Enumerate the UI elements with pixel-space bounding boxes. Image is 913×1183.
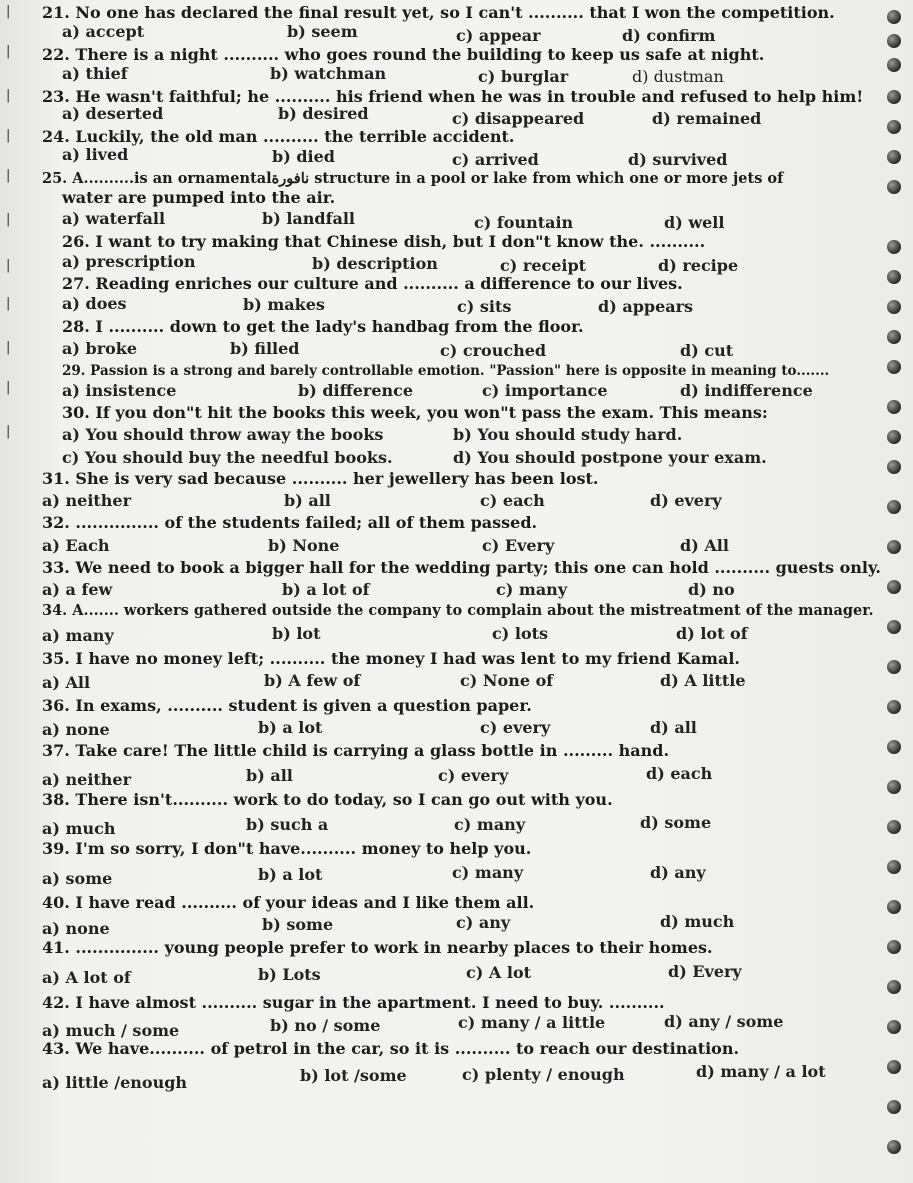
question-25-stem: 25. A..........is an ornamentalنافورة structure in a pool or lake from which one or more jets of	[42, 170, 784, 187]
question-21-stem: 21. No one has declared the final result yet, so I can't .......... that I won the competition.	[42, 3, 835, 22]
question-24-stem: 24. Luckily, the old man .......... the terrible accident.	[42, 127, 515, 146]
question-26-option-d: d) recipe	[658, 256, 739, 275]
question-24-option-c: c) arrived	[452, 150, 539, 169]
question-42-option-d: d) any / some	[664, 1012, 784, 1031]
question-35-option-a: a) All	[42, 673, 91, 692]
question-42-option-a: a) much / some	[42, 1021, 180, 1040]
question-36-stem: 36. In exams, .......... student is given a question paper.	[42, 696, 532, 715]
question-31-option-c: c) each	[480, 491, 545, 510]
question-27-option-b: b) makes	[243, 295, 325, 314]
question-39-option-d: d) any	[650, 863, 706, 882]
margin-mark: |	[6, 4, 11, 19]
question-42-option-b: b) no / some	[270, 1016, 381, 1035]
question-42-option-c: c) many / a little	[458, 1013, 606, 1032]
question-23-option-b: b) desired	[278, 104, 369, 123]
question-33-option-a: a) a few	[42, 580, 113, 599]
question-36-option-a: a) none	[42, 720, 110, 739]
question-22-stem: 22. There is a night .......... who goes round the building to keep us safe at night.	[42, 45, 765, 64]
question-33-option-d: d) no	[688, 580, 735, 599]
question-26-option-c: c) receipt	[500, 256, 587, 275]
question-34-option-a: a) many	[42, 626, 114, 645]
question-41-stem: 41. ............... young people prefer to work in nearby places to their homes.	[42, 938, 713, 957]
question-32-stem: 32. ............... of the students failed; all of them passed.	[42, 513, 538, 532]
margin-mark: |	[6, 212, 11, 227]
margin-mark: |	[6, 168, 11, 183]
question-25-stem-continued: water are pumped into the air.	[62, 188, 336, 207]
question-38-stem: 38. There isn't.......... work to do today, so I can go out with you.	[42, 790, 613, 809]
margin-mark: |	[6, 128, 11, 143]
question-43-option-a: a) little /enough	[42, 1073, 188, 1092]
question-22-option-a: a) thief	[62, 64, 128, 83]
question-42-stem: 42. I have almost .......... sugar in the apartment. I need to buy. ..........	[42, 993, 665, 1012]
margin-mark: |	[6, 380, 11, 395]
question-41-option-b: b) Lots	[258, 965, 321, 984]
question-29-option-a: a) insistence	[62, 381, 177, 400]
question-31-stem: 31. She is very sad because .......... her jewellery has been lost.	[42, 469, 599, 488]
question-29-option-d: d) indifference	[680, 381, 813, 400]
question-32-option-d: d) All	[680, 536, 729, 555]
question-29-option-c: c) importance	[482, 381, 608, 400]
question-39-option-b: b) a lot	[258, 865, 323, 884]
margin-mark: |	[6, 296, 11, 311]
question-40-option-a: a) none	[42, 919, 110, 938]
question-29-option-b: b) difference	[298, 381, 414, 400]
question-38-option-b: b) such a	[246, 815, 329, 834]
question-23-option-d: d) remained	[652, 109, 762, 128]
question-40-option-b: b) some	[262, 915, 334, 934]
question-32-option-c: c) Every	[482, 536, 555, 555]
question-31-option-a: a) neither	[42, 491, 132, 510]
question-37-option-d: d) each	[646, 764, 713, 783]
question-35-option-b: b) A few of	[264, 671, 361, 690]
question-24-option-d: d) survived	[628, 150, 728, 169]
question-25-option-b: b) landfall	[262, 209, 355, 228]
question-21-option-b: b) seem	[287, 22, 358, 41]
margin-mark: |	[6, 424, 11, 439]
question-25-option-d: d) well	[664, 213, 725, 232]
question-35-stem: 35. I have no money left; .......... the money I had was lent to my friend Kamal.	[42, 649, 740, 668]
question-34-option-b: b) lot	[272, 624, 321, 643]
question-43-option-c: c) plenty / enough	[462, 1065, 625, 1084]
question-24-option-b: b) died	[272, 147, 335, 166]
question-36-option-b: b) a lot	[258, 718, 323, 737]
question-22-option-b: b) watchman	[270, 64, 387, 83]
question-32-option-b: b) None	[268, 536, 340, 555]
question-35-option-c: c) None of	[460, 671, 554, 690]
question-39-option-c: c) many	[452, 863, 524, 882]
question-26-option-a: a) prescription	[62, 252, 196, 271]
question-37-option-c: c) every	[438, 766, 509, 785]
question-28-option-b: b) filled	[230, 339, 300, 358]
question-34-option-c: c) lots	[492, 624, 549, 643]
question-21-option-d: d) confirm	[622, 26, 716, 45]
question-41-option-a: a) A lot of	[42, 968, 131, 987]
question-29-stem: 29. Passion is a strong and barely controllable emotion. "Passion" here is opposite in meaning to.......	[62, 363, 830, 379]
question-27-option-c: c) sits	[457, 297, 512, 316]
question-30-option-b: b) You should study hard.	[453, 425, 683, 444]
margin-mark: |	[6, 88, 11, 103]
question-31-option-d: d) every	[650, 491, 722, 510]
question-33-option-b: b) a lot of	[282, 580, 370, 599]
question-32-option-a: a) Each	[42, 536, 110, 555]
question-28-option-c: c) crouched	[440, 341, 547, 360]
question-38-option-a: a) much	[42, 819, 116, 838]
question-34-option-d: d) lot of	[676, 624, 748, 643]
question-22-option-c: c) burglar	[478, 67, 569, 86]
question-25-option-c: c) fountain	[474, 213, 574, 232]
question-43-option-b: b) lot /some	[300, 1066, 407, 1085]
question-37-option-a: a) neither	[42, 770, 132, 789]
question-26-option-b: b) description	[312, 254, 438, 273]
question-24-option-a: a) lived	[62, 145, 129, 164]
question-37-stem: 37. Take care! The little child is carrying a glass bottle in ......... hand.	[42, 741, 670, 760]
question-30-option-a: a) You should throw away the books	[62, 425, 384, 444]
question-37-option-b: b) all	[246, 766, 293, 785]
question-27-stem: 27. Reading enriches our culture and .......... a difference to our lives.	[62, 274, 683, 293]
margin-mark: |	[6, 340, 11, 355]
question-41-option-d: d) Every	[668, 962, 742, 981]
question-34-stem: 34. A....... workers gathered outside the company to complain about the mistreatment of the manager.	[42, 602, 874, 619]
question-36-option-c: c) every	[480, 718, 551, 737]
question-23-option-a: a) deserted	[62, 104, 164, 123]
question-31-option-b: b) all	[284, 491, 331, 510]
question-30-stem: 30. If you don"t hit the books this week, you won"t pass the exam. This means:	[62, 403, 768, 422]
question-28-option-d: d) cut	[680, 341, 734, 360]
question-39-option-a: a) some	[42, 869, 113, 888]
question-22-option-d: d) dustman	[632, 67, 724, 86]
question-40-stem: 40. I have read .......... of your ideas and I like them all.	[42, 893, 535, 912]
question-30-option-d: d) You should postpone your exam.	[453, 448, 767, 467]
question-33-stem: 33. We need to book a bigger hall for the wedding party; this one can hold .......... guests only.	[42, 558, 881, 577]
question-21-option-a: a) accept	[62, 22, 145, 41]
margin-mark: |	[6, 258, 11, 273]
question-40-option-c: c) any	[456, 913, 511, 932]
question-39-stem: 39. I'm so sorry, I don"t have.......... money to help you.	[42, 839, 532, 858]
question-27-option-a: a) does	[62, 294, 127, 313]
margin-mark: |	[6, 44, 11, 59]
question-35-option-d: d) A little	[660, 671, 746, 690]
question-43-stem: 43. We have.......... of petrol in the car, so it is .......... to reach our destination.	[42, 1039, 740, 1058]
question-36-option-d: d) all	[650, 718, 697, 737]
question-28-stem: 28. I .......... down to get the lady's handbag from the floor.	[62, 317, 584, 336]
question-26-stem: 26. I want to try making that Chinese dish, but I don"t know the. ..........	[62, 232, 706, 251]
question-27-option-d: d) appears	[598, 297, 694, 316]
question-21-option-c: c) appear	[456, 26, 541, 45]
question-40-option-d: d) much	[660, 912, 735, 931]
question-23-stem: 23. He wasn't faithful; he .......... his friend when he was in trouble and refused to help him!	[42, 87, 864, 106]
question-25-option-a: a) waterfall	[62, 209, 166, 228]
question-41-option-c: c) A lot	[466, 963, 532, 982]
question-38-option-c: c) many	[454, 815, 526, 834]
question-38-option-d: d) some	[640, 813, 712, 832]
question-28-option-a: a) broke	[62, 339, 138, 358]
question-30-option-c: c) You should buy the needful books.	[62, 448, 393, 467]
question-23-option-c: c) disappeared	[452, 109, 585, 128]
question-43-option-d: d) many / a lot	[696, 1062, 826, 1081]
question-33-option-c: c) many	[496, 580, 568, 599]
